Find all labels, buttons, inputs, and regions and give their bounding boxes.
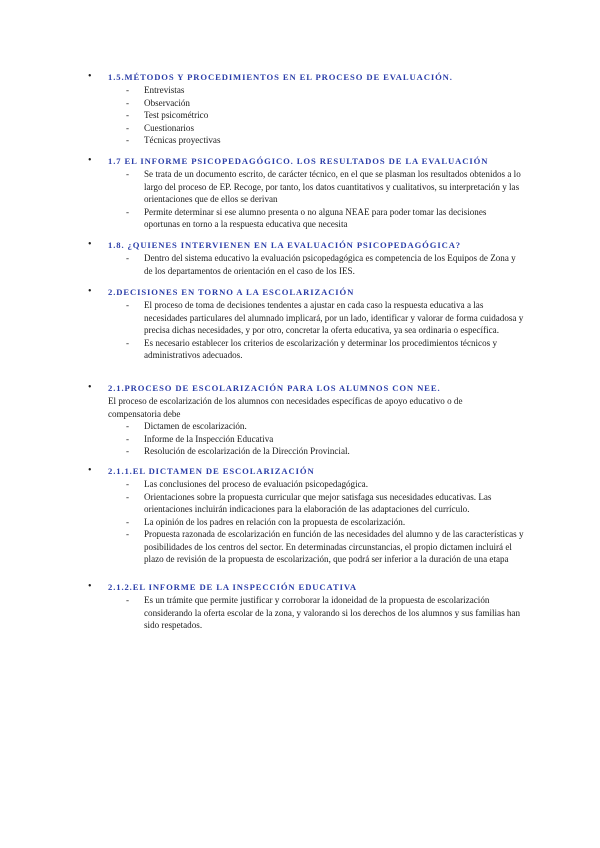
- list-item: - Resolución de escolarización de la Dirección Provincial.: [126, 446, 350, 456]
- dash-icon: -: [126, 122, 130, 133]
- section-heading: 1.8. ¿QUIENES INTERVIENEN EN LA EVALUACIÓN PSICOPEDAGÓGICA?: [108, 240, 461, 250]
- section-informe-psicopedagogico: [0, 154, 600, 231]
- section-heading: 2.1.2.EL INFORME DE LA INSPECCIÓN EDUCATIVA: [108, 582, 357, 592]
- bullet-icon: •: [88, 71, 92, 82]
- bullet-icon: •: [88, 465, 92, 476]
- section-dictamen: [0, 464, 600, 566]
- section-heading: 1.7 EL INFORME PSICOPEDAGÓGICO. LOS RESULTADOS DE LA EVALUACIÓN: [108, 156, 489, 166]
- list-item: - Permite determinar si ese alumno presenta o no alguna NEAE para poder tomar las decisiones oportunas en torno a la respuesta educativa que necesita: [126, 206, 487, 229]
- list-item: - Es un trámite que permite justificar y corroborar la idoneidad de la propuesta de escolarización considerando la oferta escolar de la zona, y valorando si los derechos de los alumnos y sus familias han sido respetados.: [126, 595, 521, 630]
- item-list: [0, 478, 600, 566]
- section-heading: 2.1.1.EL DICTAMEN DE ESCOLARIZACIÓN: [108, 466, 315, 476]
- list-item: - Se trata de un documento escrito, de carácter técnico, en el que se plasman los resultados obtenidos a lo largo del proceso de EP. Recoge, por tanto, los datos cuantitativos y cualitativos, su interpretación y las orientaciones que de ellos se derivan: [126, 169, 521, 204]
- bullet-icon: •: [88, 581, 92, 592]
- list-item: - Cuestionarios: [126, 122, 195, 133]
- list-item: - Dentro del sistema educativo la evaluación psicopedagógica es competencia de los Equipos de Zona y de los departamentos de orientación en el caso de los IES.: [126, 253, 516, 276]
- dash-icon: -: [126, 491, 130, 502]
- dash-icon: -: [126, 433, 130, 444]
- bullet-icon: •: [88, 155, 92, 166]
- section-informe-inspeccion: [0, 580, 600, 632]
- list-item: - Informe de la Inspección Educativa: [126, 433, 274, 444]
- dash-icon: -: [126, 337, 130, 348]
- dash-icon: -: [126, 446, 130, 456]
- dash-icon: -: [126, 206, 130, 217]
- section-quienes-intervienen: [0, 238, 600, 277]
- bullet-icon: •: [88, 286, 92, 297]
- list-item: - Orientaciones sobre la propuesta curricular que mejor satisfaga sus necesidades educativas. Las orientaciones incluirán indicaciones para la elaboración de las adaptaciones del currículo.: [126, 491, 492, 514]
- dash-icon: -: [126, 529, 130, 539]
- list-item: - Propuesta razonada de escolarización en función de las necesidades del alumno y de las características y posibilidades de los centros del sector. En determinadas circunstancias, el propio dictamen incluirá el plazo de revisión de la propuesta de escolarización, que podrá ser inferior a la duración de una etapa: [126, 529, 524, 564]
- dash-icon: -: [126, 300, 130, 310]
- dash-icon: -: [126, 421, 130, 431]
- list-item: - El proceso de toma de decisiones tendentes a ajustar en cada caso la respuesta educativa a las necesidades particulares del alumnado implicará, por un lado, identificar y valorar de forma cuidadosa y precisa dichas necesidades, y por otro, concretar la oferta educativa, ya sea ordinaria o específica.: [126, 300, 524, 335]
- dash-icon: -: [126, 516, 130, 527]
- item-list: [0, 252, 600, 277]
- bullet-icon: •: [88, 239, 92, 250]
- list-item: - Test psicométrico: [126, 110, 209, 120]
- dash-icon: -: [126, 85, 130, 95]
- item-list: [0, 84, 600, 147]
- item-list: [0, 299, 600, 362]
- list-item: - Las conclusiones del proceso de evaluación psicopedagógica.: [126, 479, 368, 489]
- list-item: - Es necesario establecer los criterios de escolarización y determinar los procedimientos técnicos y administrativos adecuados.: [126, 337, 497, 360]
- intro-paragraph: El proceso de escolarización de los alumnos con necesidades específicas de apoyo educativo o de compensatoria debe: [108, 396, 463, 419]
- dash-icon: -: [126, 253, 130, 263]
- dash-icon: -: [126, 169, 130, 179]
- list-item: - Entrevistas: [126, 85, 185, 95]
- dash-icon: -: [126, 479, 130, 489]
- section-heading: 2.DECISIONES EN TORNO A LA ESCOLARIZACIÓN: [108, 287, 355, 297]
- dash-icon: -: [126, 97, 130, 108]
- section-heading: 2.1.PROCESO DE ESCOLARIZACIÓN PARA LOS ALUMNOS CON NEE.: [108, 383, 441, 393]
- item-list: [0, 168, 600, 231]
- section-proceso-escolarizacion: [0, 381, 600, 458]
- item-list: [0, 420, 600, 458]
- list-item: - La opinión de los padres en relación con la propuesta de escolarización.: [126, 516, 406, 527]
- list-item: - Dictamen de escolarización.: [126, 421, 247, 431]
- section-heading: 1.5.MÉTODOS Y PROCEDIMIENTOS EN EL PROCESO DE EVALUACIÓN.: [108, 72, 453, 82]
- bullet-icon: •: [88, 382, 92, 393]
- item-list: [0, 594, 600, 632]
- list-item: - Técnicas proyectivas: [126, 135, 221, 145]
- dash-icon: -: [126, 595, 130, 605]
- dash-icon: -: [126, 110, 130, 120]
- list-item: - Observación: [126, 97, 190, 108]
- section-metodos: [0, 70, 600, 147]
- dash-icon: -: [126, 135, 130, 145]
- section-decisiones: [0, 285, 600, 362]
